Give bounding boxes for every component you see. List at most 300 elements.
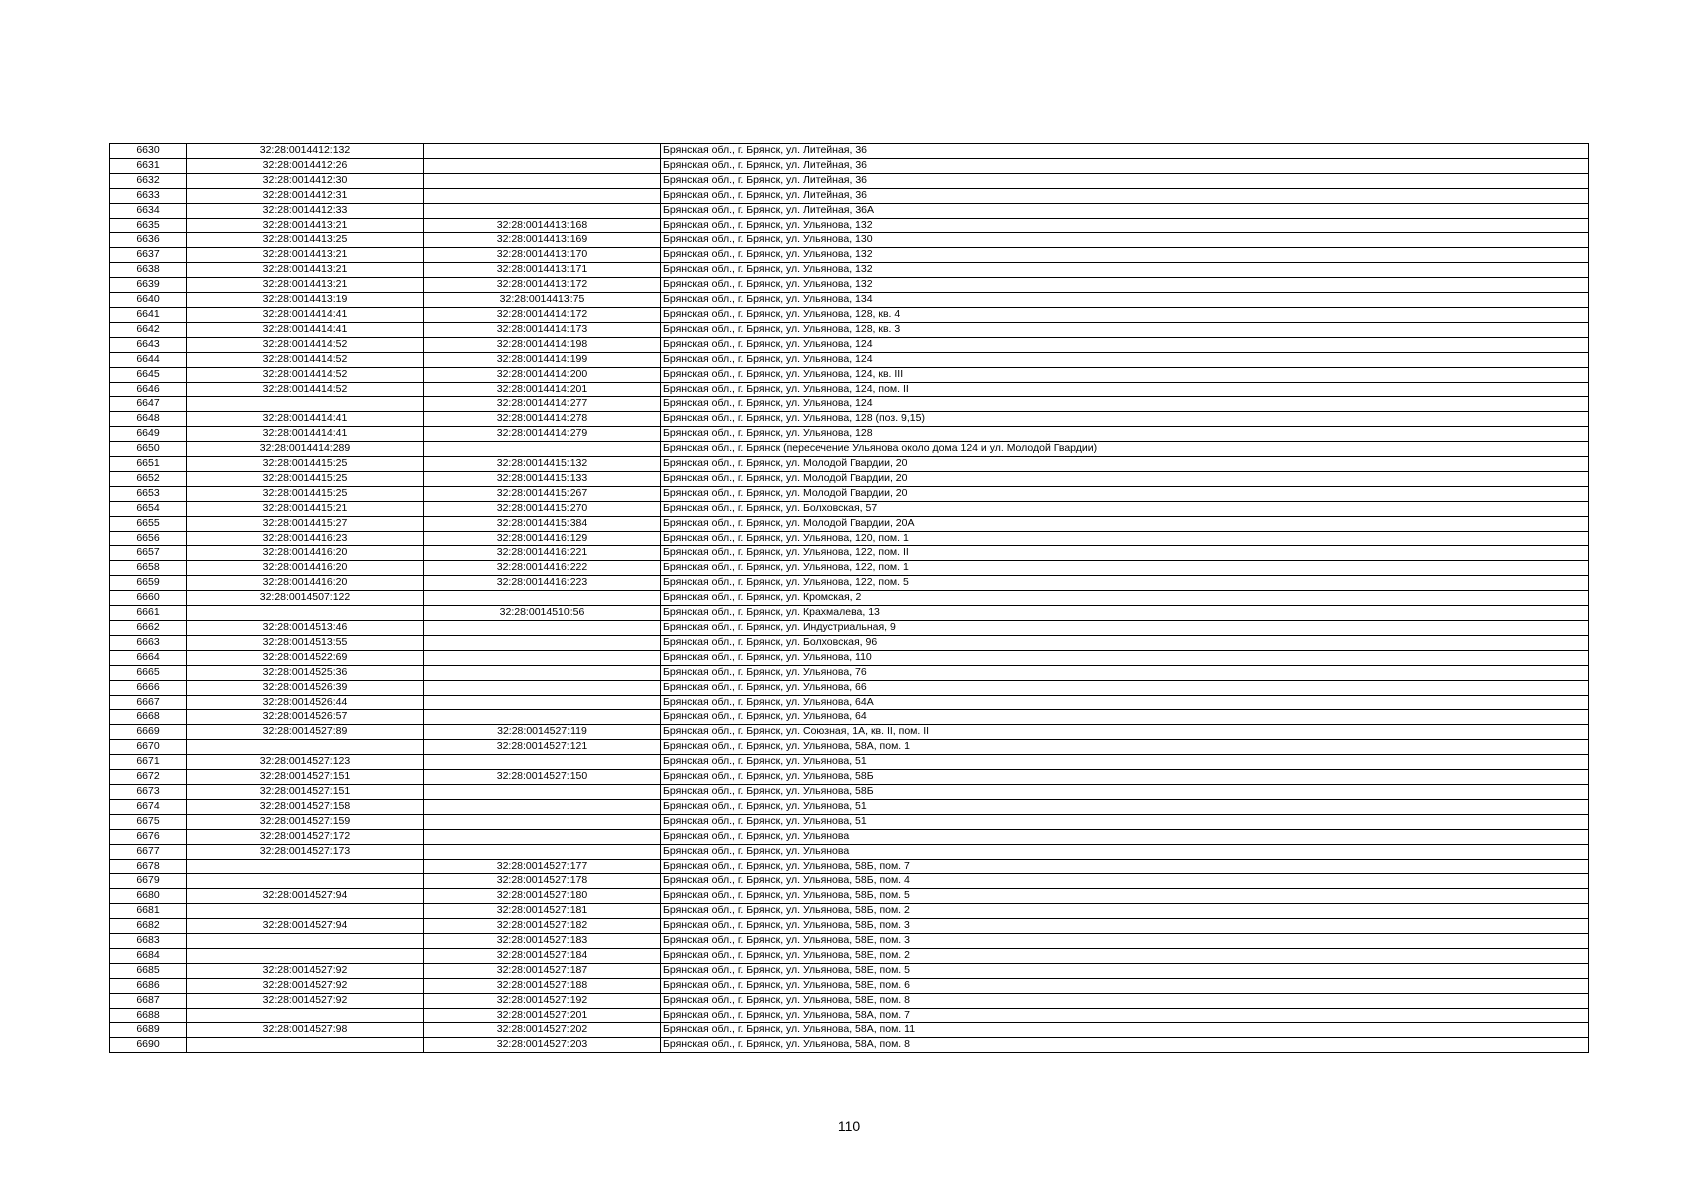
land-cadastral-number-cell: 32:28:0014412:132 xyxy=(187,144,424,159)
land-cadastral-number-cell: 32:28:0014413:21 xyxy=(187,248,424,263)
object-cadastral-number-cell: 32:28:0014527:182 xyxy=(424,919,661,934)
table-row xyxy=(110,740,1589,755)
table-row xyxy=(110,501,1589,516)
object-cadastral-number-cell: 32:28:0014415:270 xyxy=(424,501,661,516)
object-cadastral-number-cell: 32:28:0014527:150 xyxy=(424,770,661,785)
row-number-cell: 6684 xyxy=(110,948,187,963)
row-number-cell: 6671 xyxy=(110,755,187,770)
table-row xyxy=(110,814,1589,829)
address-cell: Брянская обл., г. Брянск, ул. Ульянова, 66 xyxy=(661,680,1589,695)
row-number-cell: 6675 xyxy=(110,814,187,829)
table-row xyxy=(110,934,1589,949)
table-row xyxy=(110,1008,1589,1023)
row-number-cell: 6646 xyxy=(110,382,187,397)
row-number-cell: 6632 xyxy=(110,173,187,188)
object-cadastral-number-cell: 32:28:0014414:201 xyxy=(424,382,661,397)
address-cell: Брянская обл., г. Брянск, ул. Ульянова, 122, пом. 5 xyxy=(661,576,1589,591)
address-cell: Брянская обл., г. Брянск, ул. Ульянова, 51 xyxy=(661,814,1589,829)
address-cell: Брянская обл., г. Брянск, ул. Индустриальная, 9 xyxy=(661,621,1589,636)
address-cell: Брянская обл., г. Брянск, ул. Литейная, 36 xyxy=(661,173,1589,188)
land-cadastral-number-cell: 32:28:0014415:27 xyxy=(187,516,424,531)
address-cell: Брянская обл., г. Брянск, ул. Молодой Гвардии, 20А xyxy=(661,516,1589,531)
row-number-cell: 6651 xyxy=(110,457,187,472)
table-row xyxy=(110,1038,1589,1053)
table-row xyxy=(110,784,1589,799)
row-number-cell: 6634 xyxy=(110,203,187,218)
land-cadastral-number-cell: 32:28:0014526:39 xyxy=(187,680,424,695)
table-row xyxy=(110,948,1589,963)
land-cadastral-number-cell: 32:28:0014413:21 xyxy=(187,218,424,233)
land-cadastral-number-cell: 32:28:0014413:21 xyxy=(187,263,424,278)
table-row xyxy=(110,680,1589,695)
object-cadastral-number-cell: 32:28:0014415:133 xyxy=(424,471,661,486)
row-number-cell: 6663 xyxy=(110,635,187,650)
table-row xyxy=(110,307,1589,322)
address-cell: Брянская обл., г. Брянск, ул. Болховская, 57 xyxy=(661,501,1589,516)
table-row xyxy=(110,203,1589,218)
table-row xyxy=(110,263,1589,278)
land-cadastral-number-cell xyxy=(187,1038,424,1053)
row-number-cell: 6636 xyxy=(110,233,187,248)
object-cadastral-number-cell: 32:28:0014416:221 xyxy=(424,546,661,561)
land-cadastral-number-cell: 32:28:0014527:172 xyxy=(187,829,424,844)
row-number-cell: 6688 xyxy=(110,1008,187,1023)
land-cadastral-number-cell: 32:28:0014414:52 xyxy=(187,367,424,382)
object-cadastral-number-cell: 32:28:0014527:121 xyxy=(424,740,661,755)
object-cadastral-number-cell: 32:28:0014527:202 xyxy=(424,1023,661,1038)
row-number-cell: 6685 xyxy=(110,963,187,978)
table-row xyxy=(110,367,1589,382)
object-cadastral-number-cell: 32:28:0014415:132 xyxy=(424,457,661,472)
address-cell: Брянская обл., г. Брянск, ул. Ульянова, 124 xyxy=(661,397,1589,412)
object-cadastral-number-cell xyxy=(424,442,661,457)
object-cadastral-number-cell: 32:28:0014414:200 xyxy=(424,367,661,382)
address-cell: Брянская обл., г. Брянск, ул. Ульянова, 124, пом. II xyxy=(661,382,1589,397)
address-cell: Брянская обл., г. Брянск, ул. Ульянова, 58А, пом. 11 xyxy=(661,1023,1589,1038)
page-number: 110 xyxy=(837,1118,861,1134)
address-cell: Брянская обл., г. Брянск, ул. Ульянова, 58Б, пом. 4 xyxy=(661,874,1589,889)
object-cadastral-number-cell: 32:28:0014414:278 xyxy=(424,412,661,427)
object-cadastral-number-cell xyxy=(424,144,661,159)
table-row xyxy=(110,635,1589,650)
object-cadastral-number-cell: 32:28:0014413:172 xyxy=(424,278,661,293)
property-registry-table xyxy=(109,143,1589,1053)
row-number-cell: 6630 xyxy=(110,144,187,159)
table-row xyxy=(110,755,1589,770)
object-cadastral-number-cell xyxy=(424,665,661,680)
object-cadastral-number-cell: 32:28:0014414:198 xyxy=(424,337,661,352)
land-cadastral-number-cell: 32:28:0014413:19 xyxy=(187,293,424,308)
object-cadastral-number-cell: 32:28:0014416:129 xyxy=(424,531,661,546)
row-number-cell: 6668 xyxy=(110,710,187,725)
table-row xyxy=(110,650,1589,665)
row-number-cell: 6660 xyxy=(110,591,187,606)
land-cadastral-number-cell: 32:28:0014525:36 xyxy=(187,665,424,680)
row-number-cell: 6681 xyxy=(110,904,187,919)
object-cadastral-number-cell: 32:28:0014527:180 xyxy=(424,889,661,904)
address-cell: Брянская обл., г. Брянск, ул. Ульянова, 58Б, пом. 3 xyxy=(661,919,1589,934)
object-cadastral-number-cell xyxy=(424,695,661,710)
row-number-cell: 6644 xyxy=(110,352,187,367)
row-number-cell: 6689 xyxy=(110,1023,187,1038)
address-cell: Брянская обл., г. Брянск, ул. Ульянова, 58Е, пом. 6 xyxy=(661,978,1589,993)
table-row xyxy=(110,546,1589,561)
address-cell: Брянская обл., г. Брянск, ул. Ульянова, 51 xyxy=(661,799,1589,814)
address-cell: Брянская обл., г. Брянск, ул. Ульянова, 134 xyxy=(661,293,1589,308)
object-cadastral-number-cell: 32:28:0014527:203 xyxy=(424,1038,661,1053)
address-cell: Брянская обл., г. Брянск, ул. Ульянова, 124, кв. III xyxy=(661,367,1589,382)
table-row xyxy=(110,710,1589,725)
table-row xyxy=(110,904,1589,919)
land-cadastral-number-cell: 32:28:0014416:23 xyxy=(187,531,424,546)
land-cadastral-number-cell: 32:28:0014513:46 xyxy=(187,621,424,636)
table-row xyxy=(110,1023,1589,1038)
row-number-cell: 6637 xyxy=(110,248,187,263)
land-cadastral-number-cell: 32:28:0014527:173 xyxy=(187,844,424,859)
table-row xyxy=(110,293,1589,308)
table-row xyxy=(110,278,1589,293)
table-row xyxy=(110,531,1589,546)
land-cadastral-number-cell: 32:28:0014527:94 xyxy=(187,889,424,904)
object-cadastral-number-cell: 32:28:0014527:177 xyxy=(424,859,661,874)
row-number-cell: 6652 xyxy=(110,471,187,486)
table-row xyxy=(110,397,1589,412)
row-number-cell: 6686 xyxy=(110,978,187,993)
object-cadastral-number-cell: 32:28:0014510:56 xyxy=(424,606,661,621)
table-row xyxy=(110,382,1589,397)
land-cadastral-number-cell: 32:28:0014527:159 xyxy=(187,814,424,829)
land-cadastral-number-cell xyxy=(187,934,424,949)
address-cell: Брянская обл., г. Брянск, ул. Ульянова, 58Б xyxy=(661,770,1589,785)
row-number-cell: 6649 xyxy=(110,427,187,442)
address-cell: Брянская обл., г. Брянск, ул. Ульянова, 64А xyxy=(661,695,1589,710)
object-cadastral-number-cell: 32:28:0014413:171 xyxy=(424,263,661,278)
address-cell: Брянская обл., г. Брянск, ул. Ульянова, 132 xyxy=(661,218,1589,233)
table-row xyxy=(110,859,1589,874)
table-row xyxy=(110,844,1589,859)
object-cadastral-number-cell: 32:28:0014413:170 xyxy=(424,248,661,263)
land-cadastral-number-cell: 32:28:0014527:151 xyxy=(187,770,424,785)
row-number-cell: 6682 xyxy=(110,919,187,934)
row-number-cell: 6674 xyxy=(110,799,187,814)
land-cadastral-number-cell xyxy=(187,397,424,412)
table-row xyxy=(110,144,1589,159)
table-row xyxy=(110,993,1589,1008)
row-number-cell: 6647 xyxy=(110,397,187,412)
land-cadastral-number-cell xyxy=(187,874,424,889)
address-cell: Брянская обл., г. Брянск, ул. Ульянова, 132 xyxy=(661,263,1589,278)
row-number-cell: 6638 xyxy=(110,263,187,278)
land-cadastral-number-cell: 32:28:0014413:21 xyxy=(187,278,424,293)
address-cell: Брянская обл., г. Брянск, ул. Ульянова, 58А, пом. 7 xyxy=(661,1008,1589,1023)
row-number-cell: 6665 xyxy=(110,665,187,680)
address-cell: Брянская обл., г. Брянск, ул. Болховская, 96 xyxy=(661,635,1589,650)
row-number-cell: 6676 xyxy=(110,829,187,844)
land-cadastral-number-cell: 32:28:0014526:44 xyxy=(187,695,424,710)
row-number-cell: 6645 xyxy=(110,367,187,382)
object-cadastral-number-cell xyxy=(424,784,661,799)
table-row xyxy=(110,665,1589,680)
address-cell: Брянская обл., г. Брянск, ул. Ульянова, 122, пом. II xyxy=(661,546,1589,561)
land-cadastral-number-cell xyxy=(187,948,424,963)
address-cell: Брянская обл., г. Брянск, ул. Ульянова, 120, пом. 1 xyxy=(661,531,1589,546)
object-cadastral-number-cell: 32:28:0014527:119 xyxy=(424,725,661,740)
row-number-cell: 6670 xyxy=(110,740,187,755)
land-cadastral-number-cell: 32:28:0014414:52 xyxy=(187,337,424,352)
object-cadastral-number-cell xyxy=(424,844,661,859)
address-cell: Брянская обл., г. Брянск, ул. Ульянова, 128, кв. 3 xyxy=(661,322,1589,337)
land-cadastral-number-cell: 32:28:0014413:25 xyxy=(187,233,424,248)
table-row xyxy=(110,218,1589,233)
table-row xyxy=(110,516,1589,531)
address-cell: Брянская обл., г. Брянск, ул. Ульянова, 58Б, пом. 7 xyxy=(661,859,1589,874)
object-cadastral-number-cell xyxy=(424,173,661,188)
object-cadastral-number-cell: 32:28:0014414:172 xyxy=(424,307,661,322)
land-cadastral-number-cell: 32:28:0014527:92 xyxy=(187,993,424,1008)
object-cadastral-number-cell: 32:28:0014527:188 xyxy=(424,978,661,993)
row-number-cell: 6648 xyxy=(110,412,187,427)
address-cell: Брянская обл., г. Брянск, ул. Крахмалева, 13 xyxy=(661,606,1589,621)
address-cell: Брянская обл., г. Брянск, ул. Молодой Гвардии, 20 xyxy=(661,486,1589,501)
table-row xyxy=(110,829,1589,844)
object-cadastral-number-cell: 32:28:0014414:279 xyxy=(424,427,661,442)
object-cadastral-number-cell: 32:28:0014527:181 xyxy=(424,904,661,919)
object-cadastral-number-cell xyxy=(424,158,661,173)
table-row xyxy=(110,889,1589,904)
table-row xyxy=(110,352,1589,367)
row-number-cell: 6654 xyxy=(110,501,187,516)
table-row xyxy=(110,963,1589,978)
table-row xyxy=(110,919,1589,934)
object-cadastral-number-cell xyxy=(424,755,661,770)
land-cadastral-number-cell: 32:28:0014522:69 xyxy=(187,650,424,665)
land-cadastral-number-cell: 32:28:0014527:98 xyxy=(187,1023,424,1038)
address-cell: Брянская обл., г. Брянск, ул. Ульянова, 58Б, пом. 2 xyxy=(661,904,1589,919)
address-cell: Брянская обл., г. Брянск, ул. Кромская, 2 xyxy=(661,591,1589,606)
object-cadastral-number-cell xyxy=(424,829,661,844)
object-cadastral-number-cell xyxy=(424,710,661,725)
row-number-cell: 6669 xyxy=(110,725,187,740)
table-row xyxy=(110,427,1589,442)
table-row xyxy=(110,412,1589,427)
table-row xyxy=(110,173,1589,188)
object-cadastral-number-cell: 32:28:0014527:201 xyxy=(424,1008,661,1023)
row-number-cell: 6678 xyxy=(110,859,187,874)
row-number-cell: 6673 xyxy=(110,784,187,799)
land-cadastral-number-cell: 32:28:0014507:122 xyxy=(187,591,424,606)
address-cell: Брянская обл., г. Брянск, ул. Ульянова, 124 xyxy=(661,352,1589,367)
object-cadastral-number-cell: 32:28:0014415:384 xyxy=(424,516,661,531)
address-cell: Брянская обл., г. Брянск, ул. Ульянова, 64 xyxy=(661,710,1589,725)
address-cell: Брянская обл., г. Брянск, ул. Ульянова, 58Е, пом. 5 xyxy=(661,963,1589,978)
land-cadastral-number-cell: 32:28:0014414:52 xyxy=(187,352,424,367)
land-cadastral-number-cell xyxy=(187,904,424,919)
table-row xyxy=(110,322,1589,337)
table-row xyxy=(110,591,1589,606)
land-cadastral-number-cell xyxy=(187,740,424,755)
object-cadastral-number-cell xyxy=(424,591,661,606)
land-cadastral-number-cell: 32:28:0014412:26 xyxy=(187,158,424,173)
row-number-cell: 6653 xyxy=(110,486,187,501)
table-row xyxy=(110,158,1589,173)
land-cadastral-number-cell: 32:28:0014527:92 xyxy=(187,963,424,978)
land-cadastral-number-cell: 32:28:0014527:92 xyxy=(187,978,424,993)
land-cadastral-number-cell: 32:28:0014416:20 xyxy=(187,561,424,576)
object-cadastral-number-cell: 32:28:0014415:267 xyxy=(424,486,661,501)
row-number-cell: 6659 xyxy=(110,576,187,591)
land-cadastral-number-cell xyxy=(187,859,424,874)
land-cadastral-number-cell: 32:28:0014412:33 xyxy=(187,203,424,218)
row-number-cell: 6666 xyxy=(110,680,187,695)
address-cell: Брянская обл., г. Брянск, ул. Ульянова, 128 (поз. 9,15) xyxy=(661,412,1589,427)
table-row xyxy=(110,561,1589,576)
object-cadastral-number-cell: 32:28:0014413:168 xyxy=(424,218,661,233)
object-cadastral-number-cell: 32:28:0014527:192 xyxy=(424,993,661,1008)
land-cadastral-number-cell: 32:28:0014513:55 xyxy=(187,635,424,650)
object-cadastral-number-cell: 32:28:0014527:187 xyxy=(424,963,661,978)
table-row xyxy=(110,486,1589,501)
table-row xyxy=(110,442,1589,457)
land-cadastral-number-cell: 32:28:0014526:57 xyxy=(187,710,424,725)
object-cadastral-number-cell: 32:28:0014414:199 xyxy=(424,352,661,367)
address-cell: Брянская обл., г. Брянск, ул. Ульянова, 132 xyxy=(661,278,1589,293)
row-number-cell: 6661 xyxy=(110,606,187,621)
table-row xyxy=(110,725,1589,740)
address-cell: Брянская обл., г. Брянск, ул. Ульянова, 76 xyxy=(661,665,1589,680)
land-cadastral-number-cell: 32:28:0014414:41 xyxy=(187,412,424,427)
address-cell: Брянская обл., г. Брянск, ул. Литейная, 36 xyxy=(661,188,1589,203)
land-cadastral-number-cell: 32:28:0014412:31 xyxy=(187,188,424,203)
row-number-cell: 6640 xyxy=(110,293,187,308)
row-number-cell: 6667 xyxy=(110,695,187,710)
row-number-cell: 6687 xyxy=(110,993,187,1008)
land-cadastral-number-cell xyxy=(187,606,424,621)
address-cell: Брянская обл., г. Брянск, ул. Ульянова xyxy=(661,829,1589,844)
table-row xyxy=(110,457,1589,472)
row-number-cell: 6642 xyxy=(110,322,187,337)
row-number-cell: 6633 xyxy=(110,188,187,203)
object-cadastral-number-cell: 32:28:0014414:277 xyxy=(424,397,661,412)
table-row xyxy=(110,874,1589,889)
address-cell: Брянская обл., г. Брянск, ул. Ульянова, 51 xyxy=(661,755,1589,770)
row-number-cell: 6643 xyxy=(110,337,187,352)
object-cadastral-number-cell xyxy=(424,650,661,665)
land-cadastral-number-cell: 32:28:0014415:25 xyxy=(187,471,424,486)
table-row xyxy=(110,233,1589,248)
row-number-cell: 6672 xyxy=(110,770,187,785)
address-cell: Брянская обл., г. Брянск, ул. Литейная, 36 xyxy=(661,144,1589,159)
address-cell: Брянская обл., г. Брянск, ул. Ульянова, 58А, пом. 8 xyxy=(661,1038,1589,1053)
row-number-cell: 6679 xyxy=(110,874,187,889)
land-cadastral-number-cell: 32:28:0014527:158 xyxy=(187,799,424,814)
address-cell: Брянская обл., г. Брянск, ул. Литейная, 36А xyxy=(661,203,1589,218)
row-number-cell: 6641 xyxy=(110,307,187,322)
address-cell: Брянская обл., г. Брянск, ул. Ульянова, 130 xyxy=(661,233,1589,248)
row-number-cell: 6656 xyxy=(110,531,187,546)
land-cadastral-number-cell: 32:28:0014415:21 xyxy=(187,501,424,516)
land-cadastral-number-cell: 32:28:0014412:30 xyxy=(187,173,424,188)
object-cadastral-number-cell: 32:28:0014527:183 xyxy=(424,934,661,949)
table-row xyxy=(110,248,1589,263)
table-row xyxy=(110,188,1589,203)
object-cadastral-number-cell xyxy=(424,203,661,218)
address-cell: Брянская обл., г. Брянск, ул. Ульянова xyxy=(661,844,1589,859)
table-row xyxy=(110,799,1589,814)
row-number-cell: 6631 xyxy=(110,158,187,173)
object-cadastral-number-cell xyxy=(424,814,661,829)
object-cadastral-number-cell xyxy=(424,188,661,203)
row-number-cell: 6650 xyxy=(110,442,187,457)
object-cadastral-number-cell xyxy=(424,621,661,636)
address-cell: Брянская обл., г. Брянск, ул. Ульянова, 128 xyxy=(661,427,1589,442)
table-body xyxy=(110,144,1589,1053)
address-cell: Брянская обл., г. Брянск, ул. Ульянова, 124 xyxy=(661,337,1589,352)
address-cell: Брянская обл., г. Брянск, ул. Ульянова, 58Б, пом. 5 xyxy=(661,889,1589,904)
object-cadastral-number-cell: 32:28:0014527:178 xyxy=(424,874,661,889)
land-cadastral-number-cell: 32:28:0014415:25 xyxy=(187,457,424,472)
land-cadastral-number-cell: 32:28:0014414:52 xyxy=(187,382,424,397)
table-row xyxy=(110,978,1589,993)
table-row xyxy=(110,576,1589,591)
row-number-cell: 6690 xyxy=(110,1038,187,1053)
object-cadastral-number-cell xyxy=(424,635,661,650)
object-cadastral-number-cell: 32:28:0014413:75 xyxy=(424,293,661,308)
table-row xyxy=(110,606,1589,621)
object-cadastral-number-cell: 32:28:0014416:222 xyxy=(424,561,661,576)
address-cell: Брянская обл., г. Брянск, ул. Ульянова, 58Е, пом. 2 xyxy=(661,948,1589,963)
address-cell: Брянская обл., г. Брянск, ул. Ульянова, 58А, пом. 1 xyxy=(661,740,1589,755)
address-cell: Брянская обл., г. Брянск, ул. Ульянова, 128, кв. 4 xyxy=(661,307,1589,322)
land-cadastral-number-cell: 32:28:0014527:123 xyxy=(187,755,424,770)
row-number-cell: 6657 xyxy=(110,546,187,561)
address-cell: Брянская обл., г. Брянск, ул. Молодой Гвардии, 20 xyxy=(661,457,1589,472)
address-cell: Брянская обл., г. Брянск (пересечение Ульянова около дома 124 и ул. Молодой Гвардии) xyxy=(661,442,1589,457)
address-cell: Брянская обл., г. Брянск, ул. Ульянова, 58Е, пом. 3 xyxy=(661,934,1589,949)
land-cadastral-number-cell: 32:28:0014416:20 xyxy=(187,576,424,591)
land-cadastral-number-cell: 32:28:0014527:89 xyxy=(187,725,424,740)
table-row xyxy=(110,770,1589,785)
object-cadastral-number-cell xyxy=(424,799,661,814)
land-cadastral-number-cell: 32:28:0014416:20 xyxy=(187,546,424,561)
row-number-cell: 6662 xyxy=(110,621,187,636)
table-row xyxy=(110,471,1589,486)
address-cell: Брянская обл., г. Брянск, ул. Ульянова, 58Е, пом. 8 xyxy=(661,993,1589,1008)
row-number-cell: 6658 xyxy=(110,561,187,576)
object-cadastral-number-cell: 32:28:0014416:223 xyxy=(424,576,661,591)
row-number-cell: 6635 xyxy=(110,218,187,233)
land-cadastral-number-cell xyxy=(187,1008,424,1023)
address-cell: Брянская обл., г. Брянск, ул. Ульянова, 122, пом. 1 xyxy=(661,561,1589,576)
row-number-cell: 6683 xyxy=(110,934,187,949)
row-number-cell: 6680 xyxy=(110,889,187,904)
land-cadastral-number-cell: 32:28:0014527:94 xyxy=(187,919,424,934)
object-cadastral-number-cell: 32:28:0014527:184 xyxy=(424,948,661,963)
row-number-cell: 6655 xyxy=(110,516,187,531)
address-cell: Брянская обл., г. Брянск, ул. Литейная, 36 xyxy=(661,158,1589,173)
land-cadastral-number-cell: 32:28:0014527:151 xyxy=(187,784,424,799)
land-cadastral-number-cell: 32:28:0014414:289 xyxy=(187,442,424,457)
land-cadastral-number-cell: 32:28:0014415:25 xyxy=(187,486,424,501)
address-cell: Брянская обл., г. Брянск, ул. Ульянова, 132 xyxy=(661,248,1589,263)
address-cell: Брянская обл., г. Брянск, ул. Молодой Гвардии, 20 xyxy=(661,471,1589,486)
object-cadastral-number-cell xyxy=(424,680,661,695)
row-number-cell: 6664 xyxy=(110,650,187,665)
row-number-cell: 6677 xyxy=(110,844,187,859)
table-row xyxy=(110,695,1589,710)
land-cadastral-number-cell: 32:28:0014414:41 xyxy=(187,307,424,322)
object-cadastral-number-cell: 32:28:0014413:169 xyxy=(424,233,661,248)
address-cell: Брянская обл., г. Брянск, ул. Ульянова, 110 xyxy=(661,650,1589,665)
